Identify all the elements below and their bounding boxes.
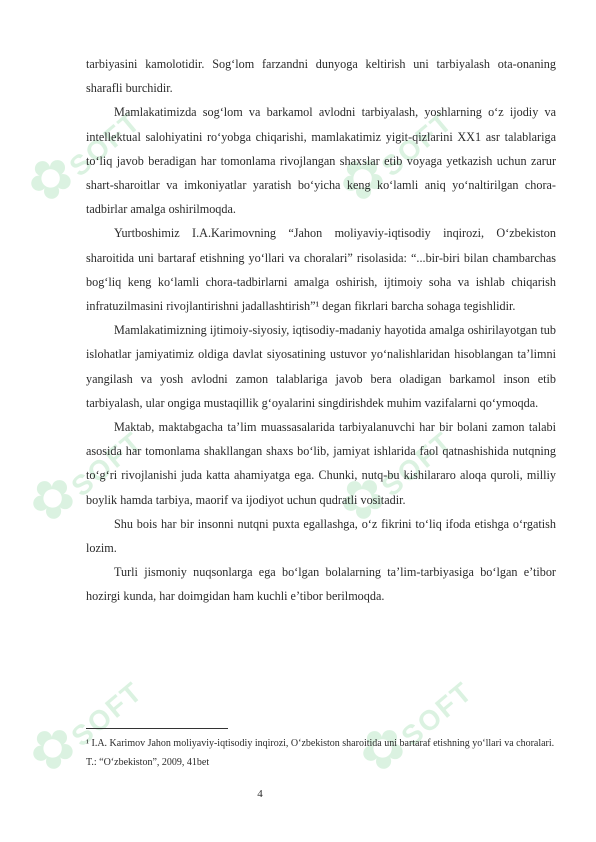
paragraph: Shu bois har bir insonni nutqni puxta egallashga, o‘z fikrini to‘liq ifoda etishga o‘rgatish lozim.	[86, 516, 556, 556]
paragraph: Maktab, maktabgacha ta’lim muassasalarida tarbiyalanuvchi har bir bolani zamon talabi asosida har tomonlama shakllangan shaxs bo‘lib, jamiyat ishlarida faol qatnashishida nutqning to‘g‘ri rivojlanishi juda katta ahamiyatga ega. Chunki, nutq-bu kishilararo aloqa quroli, milliy boylik hamda tarbiya, maorif va ijodiyot uchun qudratli vositadir.	[86, 420, 556, 507]
watermark-glyph: ✿	[14, 140, 88, 216]
watermark-text: SOFT	[375, 425, 459, 503]
footnote-divider	[86, 728, 228, 729]
watermark-text: SOFT	[375, 105, 459, 183]
watermark-glyph: ✿	[346, 710, 420, 786]
paragraph: Mamlakatimizda sog‘lom va barkamol avlodni tarbiyalash, yoshlarning o‘z ijodiy va intellektual salohiyatini ro‘yobga chiqarishi, mamlakatimiz yigit-qizlarini XX1 asr talablariga to‘liq javob beradigan har tomonlama rivojlangan shaxslar etib voyaga yetkazish uchun zarur shart-sharoitlar va imkoniyatlar yaratish bo‘yicha keng ko‘lamli aniq yo‘naltirilgan chora-tadbirlar amalga oshirilmoqda.	[86, 105, 556, 217]
watermark-glyph: ✿	[326, 460, 400, 536]
page-number: 4	[257, 788, 263, 800]
paragraph: Yurtboshimiz I.A.Karimovning “Jahon moliyaviy-iqtisodiy inqirozi, O‘zbekiston sharoitida uni bartaraf etishning yo‘llari va choralari” risolasida: “...bir-biri bilan chambarchas bog‘liq keng ko‘lamli chora-tadbirlarni amalga oshirish, ijtimoiy soha va ishlab chiqarish infratuzilmasini rivojlantirishni jadallashtirish”¹ degan fikrlari barcha sohaga tegishlidir.	[86, 226, 556, 314]
watermark-glyph: ✿	[326, 140, 400, 216]
watermark-text: SOFT	[65, 675, 149, 753]
paragraph: Mamlakatimizning ijtimoiy-siyosiy, iqtisodiy-madaniy hayotida amalga oshirilayotgan tub islohatlar jamiyatimiz oldiga davlat siyosatining ustuvor yo‘nalishlaridan hisoblangan ta’limni yangilash va yosh avlodni zamon talablariga javob bera oladigan barkamol inson etib tarbiyalash, ular ongiga mustaqillik g‘oyalarini singdirishdek muhim vazifalarni qo‘ymoqda.	[86, 323, 556, 410]
paragraph: Turli jismoniy nuqsonlarga ega bo‘lgan bolalarning ta’lim-tarbiyasiga bo‘lgan e’tibor hozirgi kunda, har doimgidan ham kuchli e’tibor berilmoqda.	[86, 565, 556, 604]
watermark-glyph: ✿	[16, 460, 90, 536]
footnote: ¹ I.A. Karimov Jahon moliyaviy-iqtisodiy inqirozi, O‘zbekiston sharoitida uni bartaraf etishning yo‘llari va choralari. T.: “O‘zbekiston”, 2009, 41bet	[86, 738, 555, 768]
watermark-text: SOFT	[65, 425, 149, 503]
watermark-glyph: ✿	[16, 710, 90, 786]
paragraph: tarbiyasini kamolotidir. Sog‘lom farzandni dunyoga keltirish uni tarbiyalash ota-onaning sharafli burchidir.	[86, 57, 556, 96]
watermark-text: SOFT	[63, 105, 147, 183]
watermark-text: SOFT	[395, 675, 479, 753]
body-text	[86, 52, 556, 609]
